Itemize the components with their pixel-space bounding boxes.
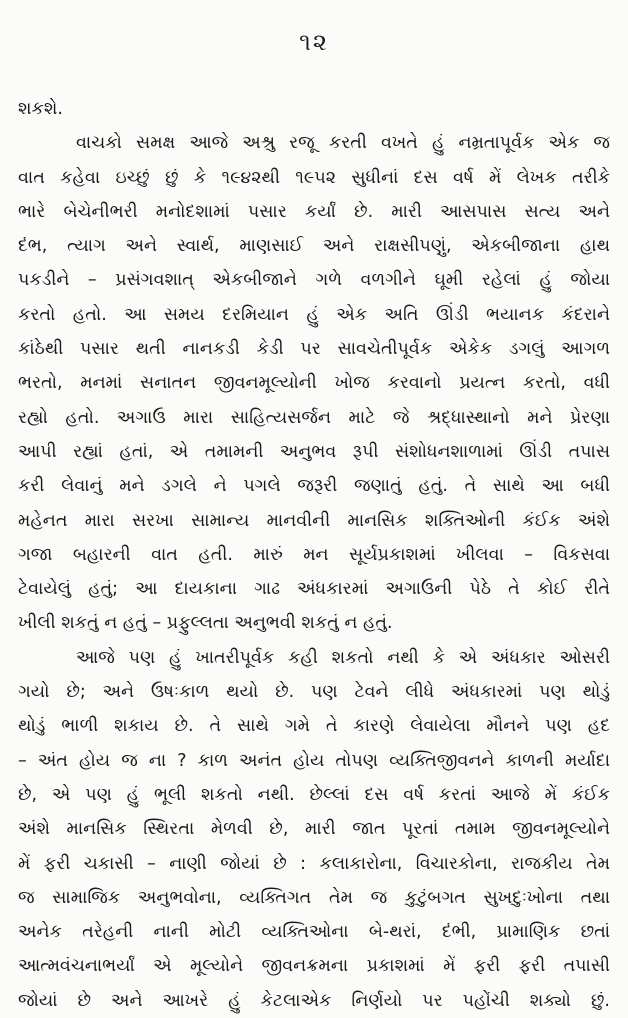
page-number: ૧૨ [299,28,329,56]
text-line: આપી રહ્યાં હતાં, એ તમામની અનુભવ રૂપી સંશોધનશાળામાં ઊંડી તપાસ [18,441,610,462]
text-line: કાંઠેથી પસાર થતી નાનકડી કેડી પર સાવચેતીપૂર્વક એકેક ડગલું આગળ [18,339,610,360]
text-line: વાત કહેવા ઇચ્છું છું કે ૧૯૪૨થી ૧૯૫૨ સુધીનાં દસ વર્ષ મેં લેખક તરીકે [18,167,610,188]
text-line: છે, એ પણ હું ભૂલી શકતો નથી. છેલ્લાં દસ વર્ષ કરતાં આજે મેં કંઈક [18,784,610,805]
text-line: મહેનત મારા સરખા સામાન્ય માનવીની માનસિક શક્તિઓની કંઈક અંશે [18,510,610,531]
text-line: ખીલી શકતું ન હતું – પ્રફુલ્લતા અનુભવી શકતું ન હતું. [18,613,393,634]
text-line: થોડું ભાળી શકાય છે. તે સાથે ગમે તે કારણે લેવાયેલા મૌનને પણ હદ [18,716,610,737]
text-line: ગજા બહારની વાત હતી. મારું મન સૂર્યપ્રકાશમાં ખીલવા – વિકસવા [18,544,610,565]
text-line: કરી લેવાનું મને ડગલે ને પગલે જરૂરી જણાતું હતું. તે સાથે આ બધી [18,476,610,497]
text-line: ભારે બેચેનીભરી મનોદશામાં પસાર કર્યાં છે. મારી આસપાસ સત્ય અને [18,201,610,222]
text-line: ટેવાયેલું હતું; આ દાયકાના ગાઢ અંધકારમાં અગાઉની પેઠે તે કોઈ રીતે [18,579,610,600]
text-line: ગયો છે; અને ઉષઃકાળ થયો છે. પણ ટેવને લીધે અંધકારમાં પણ થોડું [18,682,610,703]
text-line: જોયાં છે અને આખરે હું કેટલાએક નિર્ણયો પર પહોંચી શક્યો છું. [18,990,610,1011]
text-line: આત્મવંચનાભર્યાં એ મૂલ્યોને જીવનક્રમના પ્રકાશમાં મેં ફરી ફરી તપાસી [18,956,610,977]
text-line: મેં ફરી ચકાસી – નાણી જોયાં છે : કલાકારોના, વિચારકોના, રાજકીય તેમ [18,853,610,874]
text-line: – અંત હોય જ ના ? કાળ અનંત હોય તોપણ વ્યક્તિજીવનને કાળની મર્યાદા [18,750,610,771]
text-line: દંભ, ત્યાગ અને સ્વાર્થ, માણસાઈ અને રાક્ષસીપણું, એકબીજાના હાથ [18,236,610,257]
text-line: અંશે માનસિક સ્થિરતા મેળવી છે, મારી જાત પૂરતાં તમામ જીવનમૂલ્યોને [18,819,610,840]
text-line: રહ્યો હતો. અગાઉ મારા સાહિત્યસર્જન માટે જે શ્રદ્ધાસ્થાનો મને પ્રેરણા [18,407,610,428]
text-line: કરતો હતો. આ સમય દરમિયાન હું એક અતિ ઊંડી ભયાનક કંદરાને [18,304,610,325]
text-line: જ સામાજિક અનુભવોના, વ્યક્તિગત તેમ જ કુટુંબગત સુખદુઃખોના તથા [18,887,610,908]
text-line: શકશે. [18,99,63,119]
body-text [18,92,610,1018]
text-line: આજે પણ હું ખાતરીપૂર્વક કહી શકતો નથી કે એ અંધકાર ઓસરી [76,647,610,668]
text-line: વાચકો સમક્ષ આજે અશ્રુ રજૂ કરતી વખતે હું નમ્રતાપૂર્વક એક જ [76,133,610,154]
text-line: અનેક તરેહની નાની મોટી વ્યક્તિઓના બે-થરાં, દંભી, પ્રામાણિક છતાં [18,922,610,943]
text-line: પકડીને – પ્રસંગવશાત્ એકબીજાને ગળે વળગીને ઘૂમી રહેલાં હું જોયા [18,270,610,291]
text-line: ભરતો, મનમાં સનાતન જીવનમૂલ્યોની ખોજ કરવાનો પ્રયત્ન કરતો, વધી [18,373,610,394]
